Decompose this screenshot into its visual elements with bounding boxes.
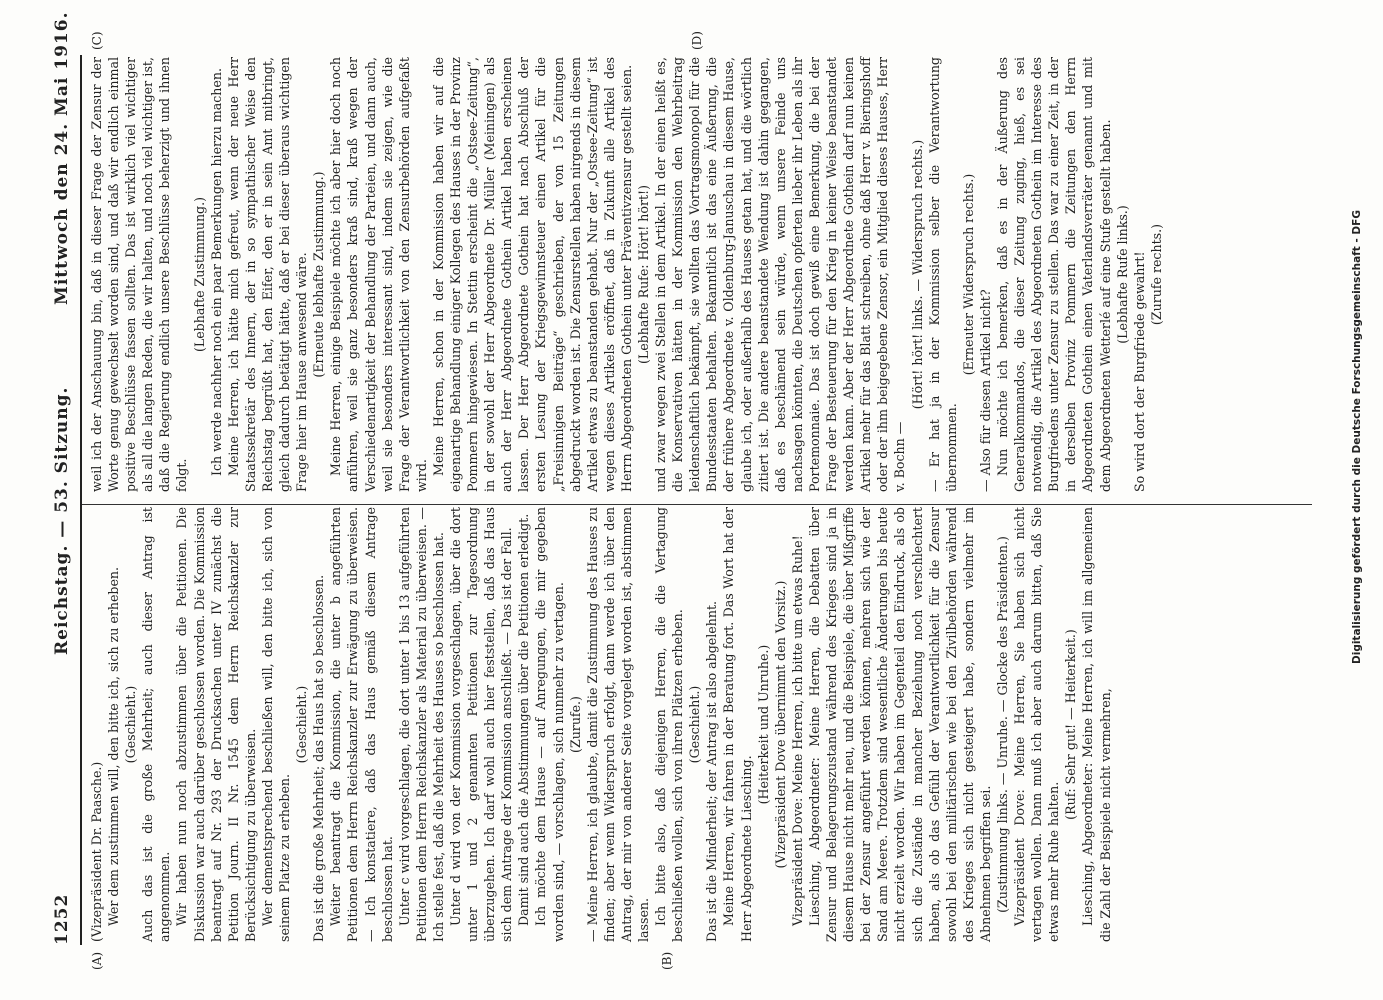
paragraph: (Zurufe.) [567, 696, 583, 753]
margin-letter-d: (D) [690, 31, 704, 50]
paragraph: (Vizepräsident Dr. Paasche.) [89, 761, 104, 942]
paragraph: und zwar wegen zwei Stellen in dem Artikel. In der einen heißt es, die Konservativen hätten in der Kommission den Wehrbeitrag leidenschaftlich bekämpft, sie wollten das Vortragsmonopol für die Bundesstaaten behalten. Bekanntlich ist das eine Äußerung, die der frühere Abgeordnete v. Oldenburg-Januschau in diesem Hause, glaube ich, oder außerhalb des Hauses getan hat, und die wörtlich zitiert ist. Die andere beanstandete Wendung ist dahin gegangen, daß es beschämend sein würde, wenn unsere Feinde uns nachsagen könnten, die Deutschen opferten lieber ihr Leben als ihr Portemonnaie. Das ist doch gewiß eine Bemerkung, die bei der Frage der Besteuerung für den Krieg in keiner Weise beanstandet werden kann. Aber der Herr Abgeordnete Gothein darf nun keinen Artikel mehr für das Blatt schreiben, ohne daß Herr v. Bieringshoff oder der ihm beigegebene Zensor, ein Mitglied dieses Hauses, Herr v. Bochn — [653, 57, 908, 492]
paragraph: Meine Herren, schon in der Kommission haben wir auf die eigenartige Behandlung einiger Kollegen des Hauses in der Provinz Pommern hingewiesen. In Stettin erscheint die „Ostsee-Zeitung“, in der sowohl der Herr Abgeordnete Dr. Müller (Meiningen) als auch der Herr Abgeordnete Gothein Artikel haben erscheinen lassen. Der Herr Abgeordnete Gothein hat nach Abschluß der ersten Lesung der Kriegsgewinnsteuer einen Artikel für die „Freisinnigen Beiträge“ geschrieben, der von 15 Zeitungen abgedruckt worden ist. Die Zensurstellen haben nirgends in diesem Artikel etwas zu beanstanden gehabt. Nur der „Ostsee-Zeitung“ ist wegen dieses Artikels eröffnet, daß in Zukunft alle Artikel des Herrn Abgeordneten Gothein unter Präventivzensur gestellt seien. [430, 57, 634, 492]
paragraph: (Lebhafte Rufe links.) [1114, 205, 1130, 344]
digitization-credit [1345, 14, 1375, 664]
right-column [88, 57, 1165, 492]
left-column [88, 507, 1114, 942]
paragraph: (Vizepräsident Dove übernimmt den Vorsitz.) [772, 580, 788, 869]
paragraph: (Hört! hört! links. — Widerspruch rechts.) [909, 139, 925, 410]
column-divider [82, 504, 1312, 505]
paragraph: (Heiterkeit und Unruhe.) [755, 644, 771, 805]
paragraph: Vizepräsident Dove: Meine Herren, Sie haben sich nicht vertagen wollen. Dann muß ich aber auch darum bitten, daß Sie etwas mehr Ruhe halten. [1012, 507, 1062, 942]
paragraph: Unter c wird vorgeschlagen, die dort unter 1 bis 13 aufgeführten Petitionen dem Herrn Reichskanzler als Material zu überweisen. — Ich stelle fest, daß die Mehrheit des Hauses so beschlossen hat. [396, 507, 446, 942]
paragraph: Wer dem zustimmen will, den bitte ich, sich zu erheben. [106, 566, 122, 926]
paragraph: Unter d wird von der Kommission vorgeschlagen, über die dort unter 1 und 2 genannten Petitionen zur Tagesordnung überzugehen. Ich darf wohl auch hier feststellen, daß das Haus sich dem Antrage der Kommission anschließt. — Das ist der Fall. [447, 507, 515, 942]
paragraph: Liesching, Abgeordneter: Meine Herren, die Debatten über Zensur und Belagerungszustand während des Krieges sind ja in diesem Hause nicht mehr neu, und die Beispiele, die über Mißgriffe bei der Zensur angeführt werden können, mehren sich wie der Sand am Meere. Trotzdem sind wesentliche Änderungen bis heute nicht erzielt worden. Wir haben im Gegenteil den Eindruck, als ob sich die Zustände in mancher Beziehung noch verschlechtert haben, als ob das Gefühl der Verantwortlichkeit für die Zensur sowohl bei den militärischen wie bei den Zivilbehörden während des Krieges sich nicht gesteigert habe, sondern vielmehr im Abnehmen begriffen sei. [806, 507, 993, 942]
paragraph: (Erneuter Widerspruch rechts.) [960, 173, 976, 376]
paragraph: Liesching, Abgeordneter: Meine Herren, ich will im allgemeinen die Zahl der Beispiele nicht vermehren, [1080, 507, 1113, 942]
margin-letter-c: (C) [90, 31, 104, 50]
paragraph: (Erneute lebhafte Zustimmung.) [311, 171, 327, 378]
paragraph: Ich werde nachher noch ein paar Bemerkungen hierzu machen. [208, 68, 224, 476]
paragraph: Vizepräsident Dove: Meine Herren, ich bitte um etwas Ruhe! [789, 535, 805, 926]
paragraph: Nun möchte ich bemerken, daß es in der Äußerung des Generalkommandos, die dieser Zeitung zuging, hieß, es sei notwendig, die Artikel des Abgeordneten Gothein im Interesse des Burgfriedens unter Zensur zu stellen. Das war zu einer Zeit, in der in derselben Provinz Pommern die Zeitungen den Herrn Abgeordneten Gothein einen Vaterlandsverräter genannt und mit dem Abgeordneten Wetterlé auf eine Stufe gestellt haben. [994, 57, 1113, 492]
paragraph: (Zustimmung links. — Unruhe. — Glocke des Präsidenten.) [994, 536, 1010, 913]
margin-letter-a: (A) [90, 951, 104, 970]
paragraph: Ich bitte also, daß diejenigen Herren, die die Vertagung beschließen wollen, sich von ihren Plätzen erheben. [653, 507, 686, 942]
paragraph: (Zurufe rechts.) [1148, 223, 1164, 326]
paragraph: — Meine Herren, ich glaubte, damit die Zustimmung des Hauses zu finden; aber wenn Widerspruch erfolgt, dann werde ich über den Antrag, der mir von anderer Seite vorgelegt worden ist, abstimmen lassen. [584, 507, 651, 942]
paragraph: Weiter beantragt die Kommission, die unter b angeführten Petitionen dem Herrn Reichskanzler zur Erwägung zu überweisen. — Ich konstatiere, daß das Haus gemäß diesem Antrage beschlossen hat. [328, 507, 395, 942]
paragraph: Das ist die große Mehrheit; das Haus hat so beschlossen. [311, 574, 327, 942]
paragraph: (Geschieht.) [294, 685, 310, 764]
page-number: 1252 [52, 893, 72, 945]
paragraph: Meine Herren, ich hätte mich gefreut, wenn der neue Herr Staatssekretär des Innern, der in so sympathischer Weise den Reichstag begrüßt hat, den Eifer, den er in sein Amt mitbringt, gleich dadurch betätigt hätte, daß er bei dieser überaus wichtigen Frage hier im Hause anwesend wäre. [225, 57, 310, 492]
margin-letter-b: (B) [660, 951, 674, 970]
paragraph: Damit sind auch die Abstimmungen über die Petitionen erledigt. [516, 513, 532, 926]
header-rule [80, 55, 82, 945]
session-date: Mittwoch den 24. Mai 1916. [52, 11, 72, 305]
paragraph: — Er hat ja in der Kommission selber die Verantwortung übernommen. [926, 57, 959, 492]
paragraph: Meine Herren, einige Beispiele möchte ich aber hier doch noch anführen, weil sie ganz besonders kraß sind, kraß wegen der Verschiedenartigkeit der Behandlung der Parteien, und dann auch, weil sie besonders interessant sind, indem sie zeigen, wie die Frage der Verantwortlichkeit von den Zensurbehörden aufgefaßt wird. [328, 57, 429, 492]
paragraph: (Geschieht.) [123, 685, 139, 764]
paragraph: Wir haben nun noch abzustimmen über die Petitionen. Die Diskussion war auch darüber geschlossen worden. Die Kommission beantragt auf Nr. 293 der Drucksachen unter IV zunächst die Petition Journ. II Nr. 1545 dem Herrn Reichskanzler zur Berücksichtigung zu überweisen. [174, 507, 258, 942]
paragraph: Das ist die Minderheit; der Antrag ist also abgelehnt. [704, 600, 720, 942]
paragraph: weil ich der Anschauung bin, daß in dieser Frage der Zensur der Worte genug gewechselt worden sind, und daß wir endlich einmal positive Beschlüsse fassen sollten. Das ist wirklich viel wichtiger als all die langen Reden, die wir halten, und noch viel wichtiger ist, daß die Regierung endlich unsere Beschlüsse beherzigt und ihnen folgt. [89, 57, 190, 492]
session-title: Reichstag. — 53. Sitzung. [52, 386, 72, 655]
paragraph: Meine Herren, wir fahren in der Beratung fort. Das Wort hat der Herr Abgeordnete Liesching. [721, 507, 754, 942]
paragraph: Wer dementsprechend beschließen will, den bitte ich, sich von seinem Platze zu erheben. [259, 507, 293, 942]
paragraph: (Geschieht.) [687, 685, 703, 764]
paragraph: Ich möchte dem Hause — auf Anregungen, die mir gegeben worden sind, — vorschlagen, sich nunmehr zu vertagen. [533, 507, 566, 942]
paragraph: (Lebhafte Rufe: Hört! hört!) [636, 185, 651, 364]
paragraph: So wird dort der Burgfriede gewahrt! [1131, 251, 1147, 492]
paragraph: Auch das ist die große Mehrheit; auch dieser Antrag ist angenommen. [140, 507, 173, 942]
digitization-credit-text: Digitalisierung gefördert durch die Deutsche Forschungsgemeinschaft - DFG [1351, 210, 1363, 664]
paragraph: (Lebhafte Zustimmung.) [191, 196, 207, 353]
paragraph: (Ruf: Sehr gut! — Heiterkeit.) [1063, 629, 1079, 820]
page-header [52, 11, 78, 945]
paragraph: — Also für diesen Artikel nicht? [977, 289, 993, 492]
